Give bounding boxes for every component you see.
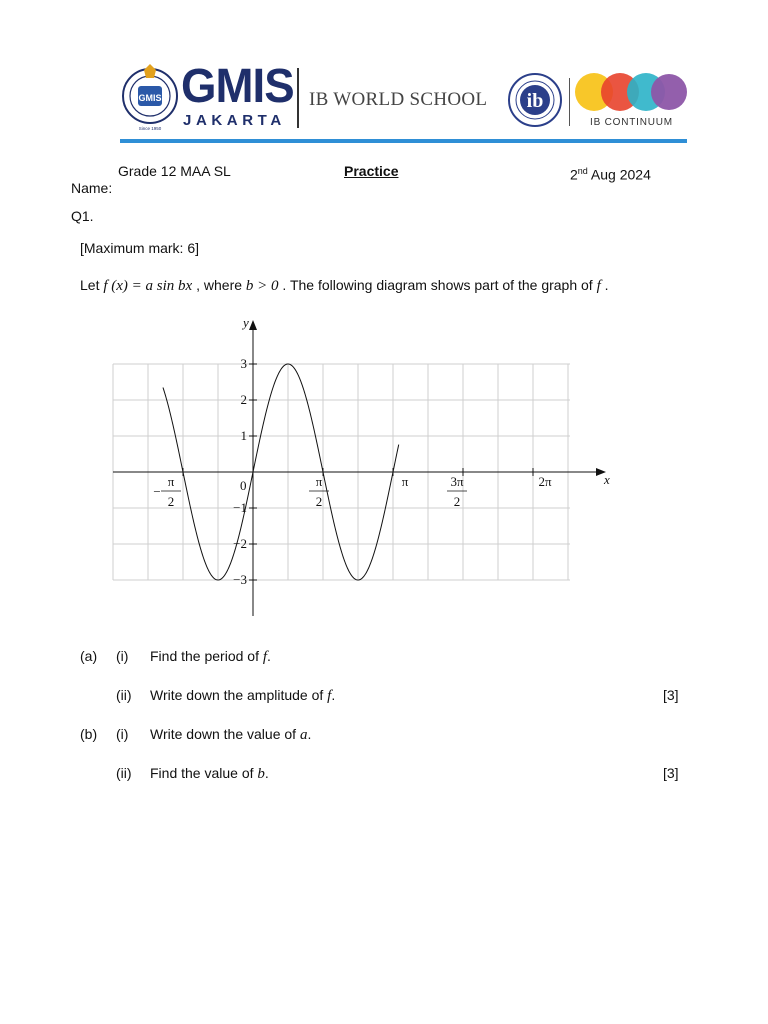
part-b-ii-prompt: Find the value of	[150, 765, 258, 781]
ib-continuum-label: IB CONTINUUM	[590, 117, 673, 128]
intro-condition: b > 0	[245, 278, 279, 294]
part-b-label: (b)	[80, 726, 98, 742]
y-tick-label: 2	[240, 392, 247, 407]
intro-end: .	[600, 277, 609, 293]
y-tick-label: 1	[240, 428, 247, 443]
part-b-i-prompt: Write down the value of	[150, 726, 300, 742]
x-tick-label-numerator: π	[167, 474, 175, 489]
part-b-i-label: (i)	[116, 726, 129, 742]
part-a-ii-var: f	[327, 688, 332, 704]
part-a-marks: [3]	[663, 687, 679, 703]
y-axis-label: y	[243, 315, 249, 330]
part-a-ii-label: (ii)	[116, 687, 132, 703]
intro-let: Let	[80, 277, 104, 293]
x-tick-label-numerator: 3π	[450, 474, 464, 489]
y-tick-label: −1	[233, 500, 247, 515]
part-b-ii-var: b	[257, 766, 265, 782]
intro-rest: . The following diagram shows part of the graph of	[278, 277, 597, 293]
header-rule	[120, 139, 687, 143]
intro-f: f	[596, 278, 601, 294]
intro-where: , where	[192, 277, 246, 293]
ib-world-school-label: IB WORLD SCHOOL	[309, 89, 488, 110]
x-tick-minus-sign: −	[153, 484, 161, 499]
intro-function: f (x) = a sin bx	[103, 278, 193, 294]
y-axis-arrow	[249, 320, 257, 330]
part-a-i-prompt: Find the period of	[150, 648, 263, 664]
part-b-ii-label: (ii)	[116, 765, 132, 781]
header-divider	[297, 68, 299, 128]
gmis-wordmark: GMIS	[181, 60, 294, 113]
date-rest: Aug 2024	[587, 166, 651, 183]
question-number: Q1.	[71, 208, 94, 224]
part-a-i-text	[150, 647, 271, 666]
question-intro	[80, 276, 609, 295]
part-a-ii-end: .	[331, 687, 336, 703]
y-tick-label: −2	[233, 536, 247, 551]
x-axis-label: x	[604, 472, 610, 487]
max-mark: [Maximum mark: 6]	[80, 240, 200, 256]
part-b-ii-text	[150, 764, 269, 783]
part-a-ii-prompt: Write down the amplitude of	[150, 687, 328, 703]
part-b-marks: [3]	[663, 765, 679, 781]
ib-divider	[569, 78, 570, 126]
crest-since-text: Since 1950	[138, 126, 162, 131]
y-tick-label: 3	[240, 356, 247, 371]
crest-text: GMIS	[138, 93, 162, 103]
sine-graph	[0, 300, 768, 630]
part-b-ii-end: .	[264, 765, 269, 781]
x-tick-label-denominator: 2	[453, 494, 461, 509]
origin-label: 0	[240, 478, 247, 493]
y-tick-label: −3	[233, 572, 247, 587]
ib-logo-text: ib	[526, 90, 544, 112]
part-a-i-var: f	[262, 649, 268, 665]
gmis-city: JAKARTA	[183, 112, 286, 129]
date-label	[570, 162, 651, 184]
date-suffix: nd	[577, 166, 588, 176]
date-day: 2	[570, 166, 578, 183]
name-label: Name:	[71, 180, 113, 196]
part-a-label: (a)	[80, 648, 98, 664]
part-b-i-text	[150, 725, 311, 744]
x-tick-label: 2π	[538, 474, 552, 489]
part-a-ii-text	[150, 686, 335, 705]
ib-continuum-dots	[574, 72, 690, 112]
gmis-crest-logo	[120, 60, 180, 132]
ib-seal-logo	[505, 72, 565, 128]
x-tick-label-denominator: 2	[167, 494, 175, 509]
part-b-i-var: a	[299, 727, 308, 743]
course-label: Grade 12 MAA SL	[118, 163, 231, 179]
page-header	[0, 0, 768, 150]
x-tick-label: π	[401, 474, 409, 489]
part-a-i-end: .	[267, 648, 271, 664]
part-a-i-label: (i)	[116, 648, 129, 664]
x-tick-label-numerator: π	[315, 474, 323, 489]
part-b-i-end: .	[307, 726, 312, 742]
x-tick-label-denominator: 2	[315, 494, 323, 509]
page-title: Practice	[344, 163, 399, 179]
